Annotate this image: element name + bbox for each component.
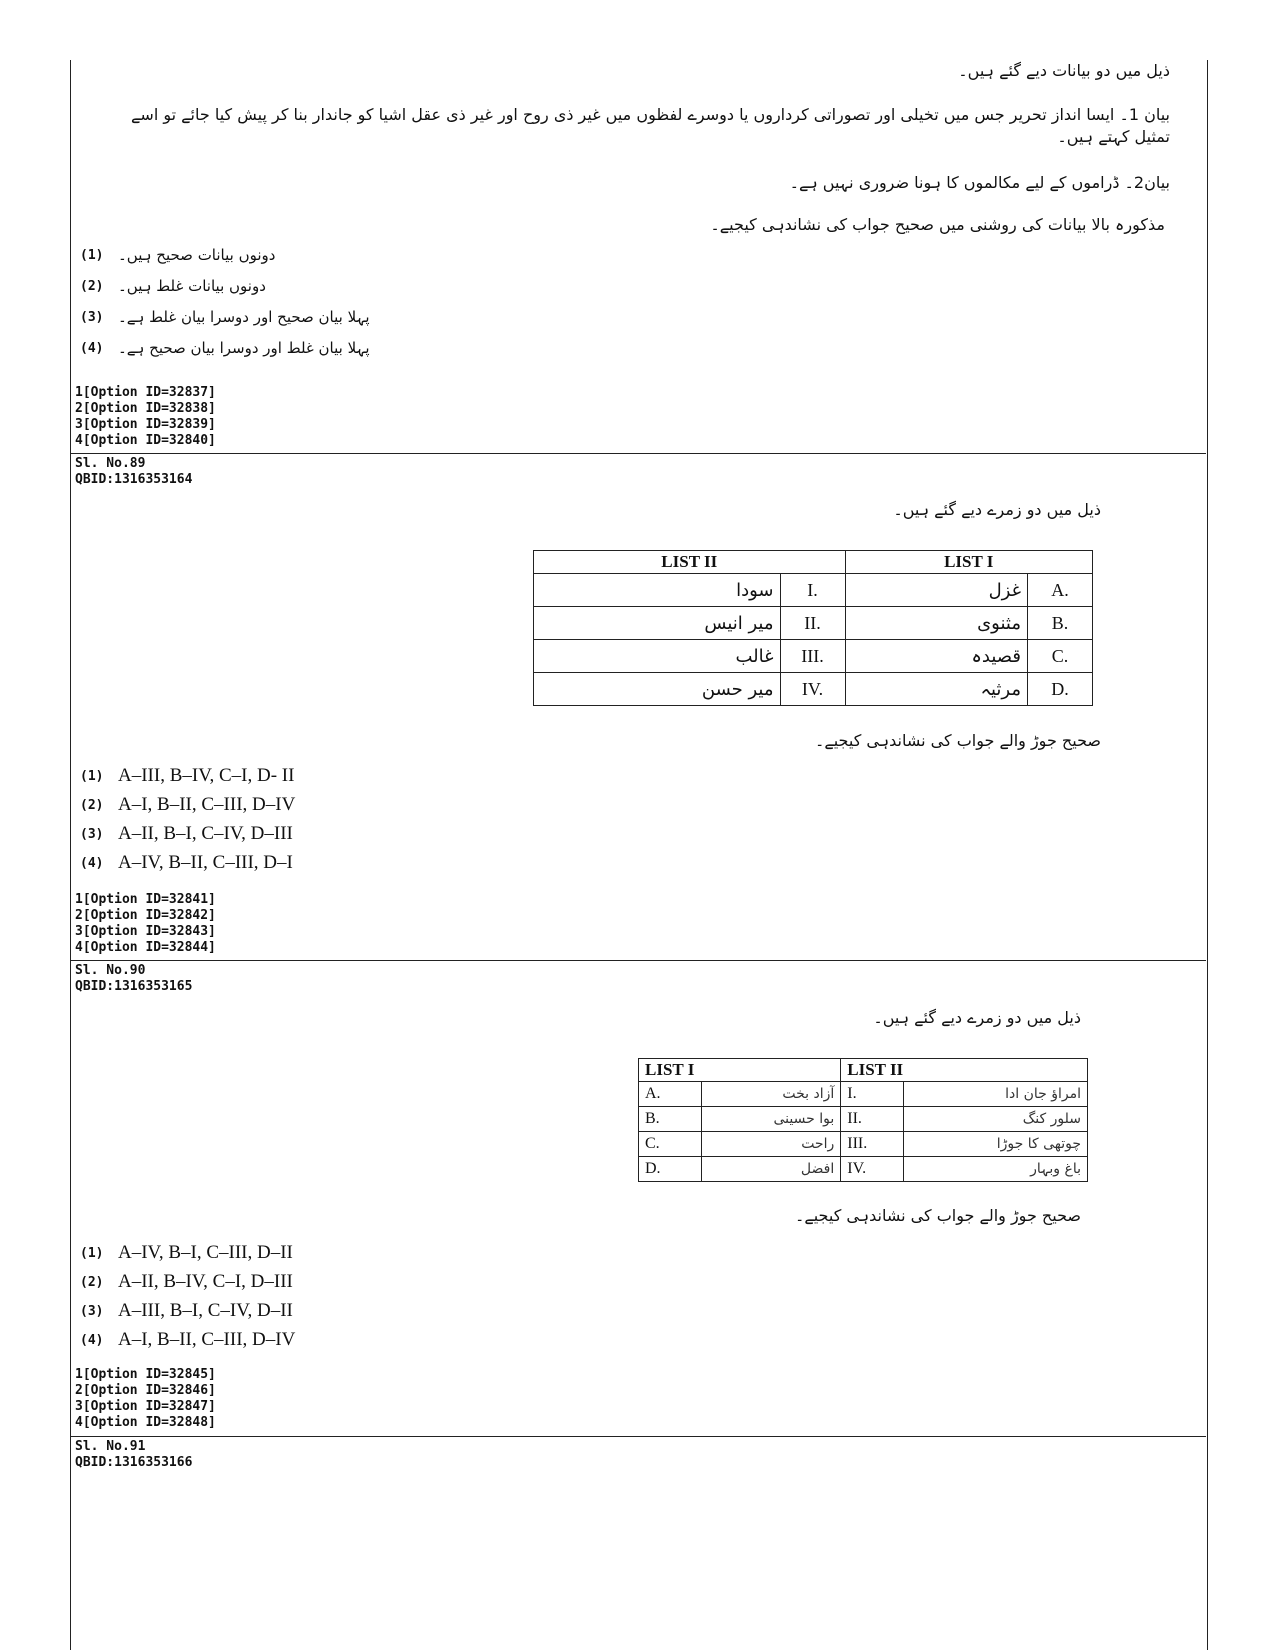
table-row xyxy=(534,607,1093,640)
q89-option-2[interactable] xyxy=(80,792,295,818)
q89-option-ids xyxy=(75,892,216,956)
q88-option-ids xyxy=(75,385,216,449)
q91-header xyxy=(75,1439,192,1471)
q89-intro: ذیل میں دو زمرے دیے گئے ہیں۔ xyxy=(893,500,1101,519)
option-number: (3) xyxy=(80,826,104,842)
option-number: (2) xyxy=(80,1274,104,1290)
q89-header xyxy=(75,456,192,488)
option-id: 4[Option ID=32844] xyxy=(75,940,216,955)
list-1-key: A. xyxy=(639,1082,702,1107)
list-1-value: غزل xyxy=(845,574,1027,607)
option-id: 3[Option ID=32839] xyxy=(75,417,216,432)
option-number: (1) xyxy=(80,1245,104,1261)
option-text: A–III, B–I, C–IV, D–II xyxy=(118,1300,293,1321)
list-1-key: C. xyxy=(639,1132,702,1157)
list-2-key: IV. xyxy=(780,673,845,706)
q90-option-ids xyxy=(75,1367,216,1431)
list-1-key: B. xyxy=(639,1107,702,1132)
option-text: A–IV, B–II, C–III, D–I xyxy=(118,852,293,873)
list-1-key: C. xyxy=(1028,640,1093,673)
list-1-value: افضل xyxy=(702,1157,841,1182)
divider xyxy=(70,960,1206,961)
list-2-value: سودا xyxy=(534,574,781,607)
q89-match-table xyxy=(533,550,1093,706)
q90-header xyxy=(75,963,192,995)
option-text: A–I, B–II, C–III, D–IV xyxy=(118,794,296,815)
q90-intro: ذیل میں دو زمرے دیے گئے ہیں۔ xyxy=(873,1008,1081,1027)
q88-option-2[interactable] xyxy=(80,273,266,299)
list-1-key: B. xyxy=(1028,607,1093,640)
q90-option-4[interactable] xyxy=(80,1327,295,1353)
option-number: (4) xyxy=(80,340,104,356)
q88-option-3[interactable] xyxy=(80,304,370,330)
list-1-value: مرثیہ xyxy=(845,673,1027,706)
table-row xyxy=(639,1082,1088,1107)
q88-instruction: مذکورہ بالا بیانات کی روشنی میں صحیح جواب کی نشاندہی کیجیے۔ xyxy=(710,215,1165,234)
list-2-value: میر حسن xyxy=(534,673,781,706)
list-2-key: I. xyxy=(841,1082,904,1107)
q89-instruction: صحیح جوڑ والے جواب کی نشاندہی کیجیے۔ xyxy=(814,731,1101,750)
serial-number: Sl. No.89 xyxy=(75,456,146,471)
serial-number: Sl. No.90 xyxy=(75,963,146,978)
q89-option-3[interactable] xyxy=(80,821,293,847)
q90-match-table xyxy=(638,1058,1088,1182)
list-1-value: بوا حسینی xyxy=(702,1107,841,1132)
list-2-key: III. xyxy=(841,1132,904,1157)
list-1-value: مثنوی xyxy=(845,607,1027,640)
option-number: (4) xyxy=(80,855,104,871)
list-1-key: A. xyxy=(1028,574,1093,607)
list-2-value: غالب xyxy=(534,640,781,673)
q88-option-4[interactable] xyxy=(80,335,370,361)
option-id: 1[Option ID=32837] xyxy=(75,385,216,400)
q90-option-2[interactable] xyxy=(80,1269,293,1295)
q88-statement-2: بیان2۔ ڈراموں کے لیے مکالموں کا ہونا ضروری نہیں ہے۔ xyxy=(789,173,1170,192)
qbid: QBID:1316353165 xyxy=(75,979,193,994)
list-2-header: LIST II xyxy=(841,1059,1088,1082)
q89-option-4[interactable] xyxy=(80,850,293,876)
table-row xyxy=(534,574,1093,607)
list-1-value: قصیدہ xyxy=(845,640,1027,673)
serial-number: Sl. No.91 xyxy=(75,1439,146,1454)
list-2-value: چوتھی کا جوڑا xyxy=(904,1132,1088,1157)
option-id: 3[Option ID=32847] xyxy=(75,1399,216,1414)
list-1-value: راحت xyxy=(702,1132,841,1157)
option-text: A–II, B–IV, C–I, D–III xyxy=(118,1271,293,1292)
option-text: A–II, B–I, C–IV, D–III xyxy=(118,823,293,844)
option-id: 4[Option ID=32848] xyxy=(75,1415,216,1430)
q88-statement-1: بیان 1۔ ایسا انداز تحریر جس میں تخیلی اور تصوراتی کرداروں یا دوسرے لفظوں میں غیر ذی روح اور غیر ذی عقل اشیا کو جاندار بنا کر پیش کیا جائے تو اسے تمثیل کہتے ہیں۔ xyxy=(131,105,1170,146)
list-1-header: LIST I xyxy=(639,1059,841,1082)
list-2-value: میر انیس xyxy=(534,607,781,640)
table-row xyxy=(534,640,1093,673)
list-2-value: باغ وبہار xyxy=(904,1157,1088,1182)
q90-option-3[interactable] xyxy=(80,1298,293,1324)
option-id: 2[Option ID=32846] xyxy=(75,1383,216,1398)
option-text: پہلا بیان غلط اور دوسرا بیان صحیح ہے۔ xyxy=(118,339,370,357)
option-text: دونوں بیانات صحیح ہیں۔ xyxy=(118,246,276,264)
q88-option-1[interactable] xyxy=(80,242,275,268)
list-1-key: D. xyxy=(1028,673,1093,706)
option-text: دونوں بیانات غلط ہیں۔ xyxy=(118,277,266,295)
option-number: (2) xyxy=(80,278,104,294)
option-number: (3) xyxy=(80,309,104,325)
list-2-key: I. xyxy=(780,574,845,607)
option-number: (1) xyxy=(80,768,104,784)
option-id: 3[Option ID=32843] xyxy=(75,924,216,939)
option-number: (4) xyxy=(80,1332,104,1348)
option-number: (3) xyxy=(80,1303,104,1319)
list-2-key: IV. xyxy=(841,1157,904,1182)
table-row xyxy=(639,1107,1088,1132)
list-1-key: D. xyxy=(639,1157,702,1182)
option-id: 1[Option ID=32841] xyxy=(75,892,216,907)
list-2-value: امراؤ جان ادا xyxy=(904,1082,1088,1107)
option-text: A–IV, B–I, C–III, D–II xyxy=(118,1242,293,1263)
option-text: A–I, B–II, C–III, D–IV xyxy=(118,1329,296,1350)
list-1-value: آزاد بخت xyxy=(702,1082,841,1107)
table-row xyxy=(639,1157,1088,1182)
divider xyxy=(70,453,1206,454)
option-id: 2[Option ID=32842] xyxy=(75,908,216,923)
list-2-value: سلور کنگ xyxy=(904,1107,1088,1132)
q90-option-1[interactable] xyxy=(80,1240,293,1266)
option-id: 1[Option ID=32845] xyxy=(75,1367,216,1382)
table-row xyxy=(534,673,1093,706)
q90-instruction: صحیح جوڑ والے جواب کی نشاندہی کیجیے۔ xyxy=(794,1206,1081,1225)
option-id: 4[Option ID=32840] xyxy=(75,433,216,448)
list-2-key: II. xyxy=(780,607,845,640)
option-number: (1) xyxy=(80,247,104,263)
option-text: پہلا بیان صحیح اور دوسرا بیان غلط ہے۔ xyxy=(118,308,370,326)
q89-option-1[interactable] xyxy=(80,763,294,789)
list-2-key: II. xyxy=(841,1107,904,1132)
option-text: A–III, B–IV, C–I, D- II xyxy=(118,765,295,786)
qbid: QBID:1316353164 xyxy=(75,472,193,487)
option-id: 2[Option ID=32838] xyxy=(75,401,216,416)
divider xyxy=(70,1436,1206,1437)
q88-intro: ذیل میں دو بیانات دیے گئے ہیں۔ xyxy=(958,61,1170,80)
option-number: (2) xyxy=(80,797,104,813)
qbid: QBID:1316353166 xyxy=(75,1455,193,1470)
table-row xyxy=(639,1132,1088,1157)
list-2-header: LIST II xyxy=(534,551,846,574)
list-2-key: III. xyxy=(780,640,845,673)
list-1-header: LIST I xyxy=(845,551,1092,574)
